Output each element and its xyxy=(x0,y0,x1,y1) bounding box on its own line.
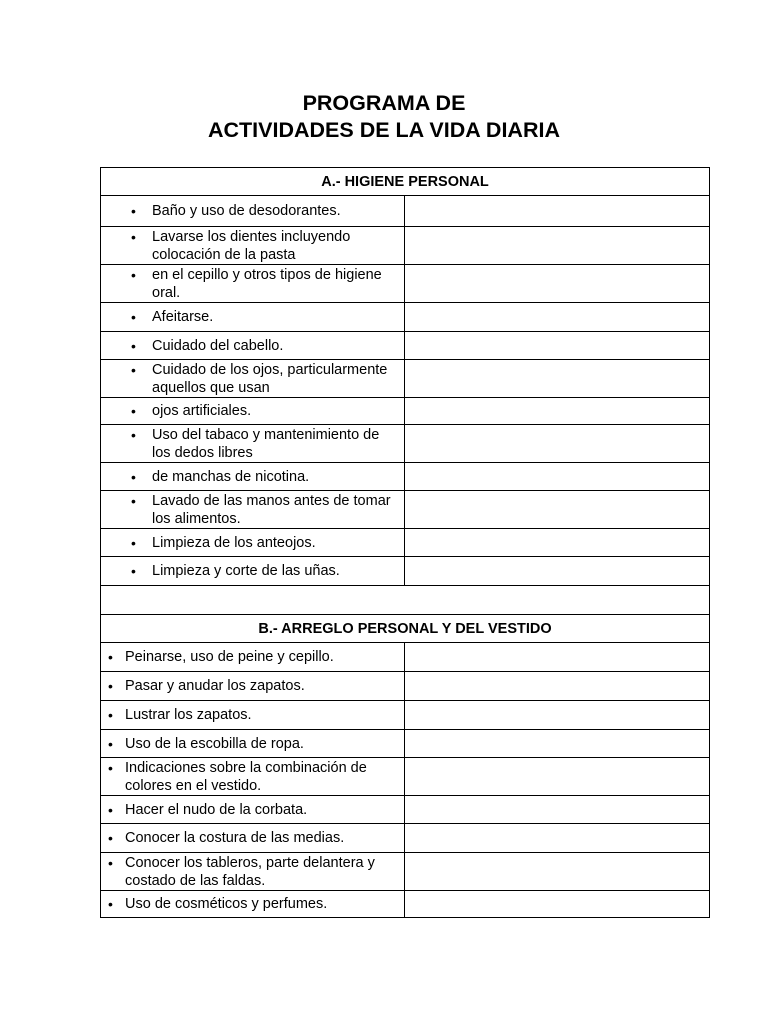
activity-label: Cuidado del cabello. xyxy=(152,337,284,354)
bullet-icon: • xyxy=(108,855,113,871)
activity-item xyxy=(101,303,405,332)
checklist-cell[interactable] xyxy=(405,398,710,425)
bullet-icon: • xyxy=(131,468,136,485)
section-b-heading: B.- ARREGLO PERSONAL Y DEL VESTIDO xyxy=(101,615,710,643)
activity-item xyxy=(101,672,405,701)
activity-label: Conocer los tableros, parte delantera y costado de las faldas. xyxy=(125,855,375,889)
activity-label: Hacer el nudo de la corbata. xyxy=(125,801,308,818)
section-header-row xyxy=(101,168,710,196)
checklist-cell[interactable] xyxy=(405,796,710,824)
table-row xyxy=(101,265,710,303)
activity-label: Baño y uso de desodorantes. xyxy=(152,203,341,219)
table-row xyxy=(101,557,710,586)
checklist-cell[interactable] xyxy=(405,853,710,891)
checklist-cell[interactable] xyxy=(405,303,710,332)
bullet-icon: • xyxy=(131,229,136,245)
activity-item xyxy=(101,853,405,891)
activity-item xyxy=(101,491,405,529)
activity-label: Uso del tabaco y mantenimiento de los dedos libres xyxy=(152,427,380,461)
table-row xyxy=(101,672,710,701)
checklist-cell[interactable] xyxy=(405,360,710,398)
checklist-cell[interactable] xyxy=(405,196,710,227)
checklist-cell[interactable] xyxy=(405,730,710,758)
section-a-heading: A.- HIGIENE PERSONAL xyxy=(101,168,710,196)
table-row xyxy=(101,824,710,853)
table-row xyxy=(101,529,710,557)
title-line-1: PROGRAMA DE xyxy=(302,91,466,115)
checklist-cell[interactable] xyxy=(405,463,710,491)
bullet-icon: • xyxy=(108,830,113,846)
document-title xyxy=(0,90,768,144)
section-header-row xyxy=(101,615,710,643)
activity-label: Conocer la costura de las medias. xyxy=(125,830,345,846)
activity-label: ojos artificiales. xyxy=(152,403,252,419)
table-row xyxy=(101,425,710,463)
bullet-icon: • xyxy=(108,801,113,818)
activity-label: Lustrar los zapatos. xyxy=(125,707,252,723)
activity-label: Pasar y anudar los zapatos. xyxy=(125,678,305,694)
table-row xyxy=(101,196,710,227)
checklist-cell[interactable] xyxy=(405,491,710,529)
bullet-icon: • xyxy=(131,203,136,219)
activity-item xyxy=(101,529,405,557)
table-row xyxy=(101,360,710,398)
table-row xyxy=(101,701,710,730)
bullet-icon: • xyxy=(131,534,136,551)
checklist-cell[interactable] xyxy=(405,227,710,265)
bullet-icon: • xyxy=(108,678,113,694)
checklist-cell[interactable] xyxy=(405,891,710,918)
activity-item xyxy=(101,891,405,918)
table-row xyxy=(101,643,710,672)
checklist-cell[interactable] xyxy=(405,758,710,796)
bullet-icon: • xyxy=(131,403,136,419)
activity-label: Uso de cosméticos y perfumes. xyxy=(125,896,328,912)
bullet-icon: • xyxy=(131,493,136,509)
activity-item xyxy=(101,227,405,265)
activity-label: Afeitarse. xyxy=(152,309,214,325)
bullet-icon: • xyxy=(108,760,113,776)
activity-item xyxy=(101,398,405,425)
bullet-icon: • xyxy=(131,337,136,354)
activity-item xyxy=(101,643,405,672)
activity-item xyxy=(101,463,405,491)
activity-item xyxy=(101,730,405,758)
table-row xyxy=(101,491,710,529)
table-row xyxy=(101,758,710,796)
bullet-icon: • xyxy=(131,267,136,283)
table-row xyxy=(101,227,710,265)
activity-item xyxy=(101,701,405,730)
table-row xyxy=(101,796,710,824)
activities-table xyxy=(100,167,710,918)
activity-item xyxy=(101,425,405,463)
bullet-icon: • xyxy=(108,649,113,665)
activity-label: Lavado de las manos antes de tomar los alimentos. xyxy=(152,493,391,527)
table-row xyxy=(101,891,710,918)
title-line-2: ACTIVIDADES DE LA VIDA DIARIA xyxy=(208,118,560,142)
checklist-cell[interactable] xyxy=(405,643,710,672)
activity-label: de manchas de nicotina. xyxy=(152,468,310,485)
checklist-cell[interactable] xyxy=(405,557,710,586)
activity-label: Lavarse los dientes incluyendo colocación de la pasta xyxy=(152,229,351,263)
activity-label: Limpieza y corte de las uñas. xyxy=(152,563,340,579)
bullet-icon: • xyxy=(131,563,136,579)
checklist-cell[interactable] xyxy=(405,425,710,463)
activity-label: Uso de la escobilla de ropa. xyxy=(125,735,304,752)
checklist-cell[interactable] xyxy=(405,672,710,701)
table-row xyxy=(101,730,710,758)
activity-label: Limpieza de los anteojos. xyxy=(152,534,316,551)
activity-item xyxy=(101,758,405,796)
activity-item xyxy=(101,265,405,303)
table-row xyxy=(101,398,710,425)
checklist-cell[interactable] xyxy=(405,265,710,303)
activity-label: Cuidado de los ojos, particularmente aquellos que usan xyxy=(152,362,388,396)
activity-item xyxy=(101,360,405,398)
spacer-row xyxy=(101,586,710,615)
table-row xyxy=(101,853,710,891)
table-row xyxy=(101,463,710,491)
checklist-cell[interactable] xyxy=(405,332,710,360)
activity-label: Peinarse, uso de peine y cepillo. xyxy=(125,649,334,665)
activity-item xyxy=(101,796,405,824)
empty-cell xyxy=(101,586,710,615)
bullet-icon: • xyxy=(131,309,136,325)
activity-label: en el cepillo y otros tipos de higiene oral. xyxy=(152,267,382,301)
bullet-icon: • xyxy=(131,427,136,443)
activity-item xyxy=(101,196,405,227)
bullet-icon: • xyxy=(108,735,113,752)
bullet-icon: • xyxy=(108,707,113,723)
activity-item xyxy=(101,824,405,853)
bullet-icon: • xyxy=(108,896,113,912)
table-row xyxy=(101,303,710,332)
checklist-cell[interactable] xyxy=(405,701,710,730)
checklist-cell[interactable] xyxy=(405,824,710,853)
activity-item xyxy=(101,332,405,360)
activity-label: Indicaciones sobre la combinación de colores en el vestido. xyxy=(125,760,367,794)
checklist-cell[interactable] xyxy=(405,529,710,557)
table-row xyxy=(101,332,710,360)
bullet-icon: • xyxy=(131,362,136,378)
activity-item xyxy=(101,557,405,586)
